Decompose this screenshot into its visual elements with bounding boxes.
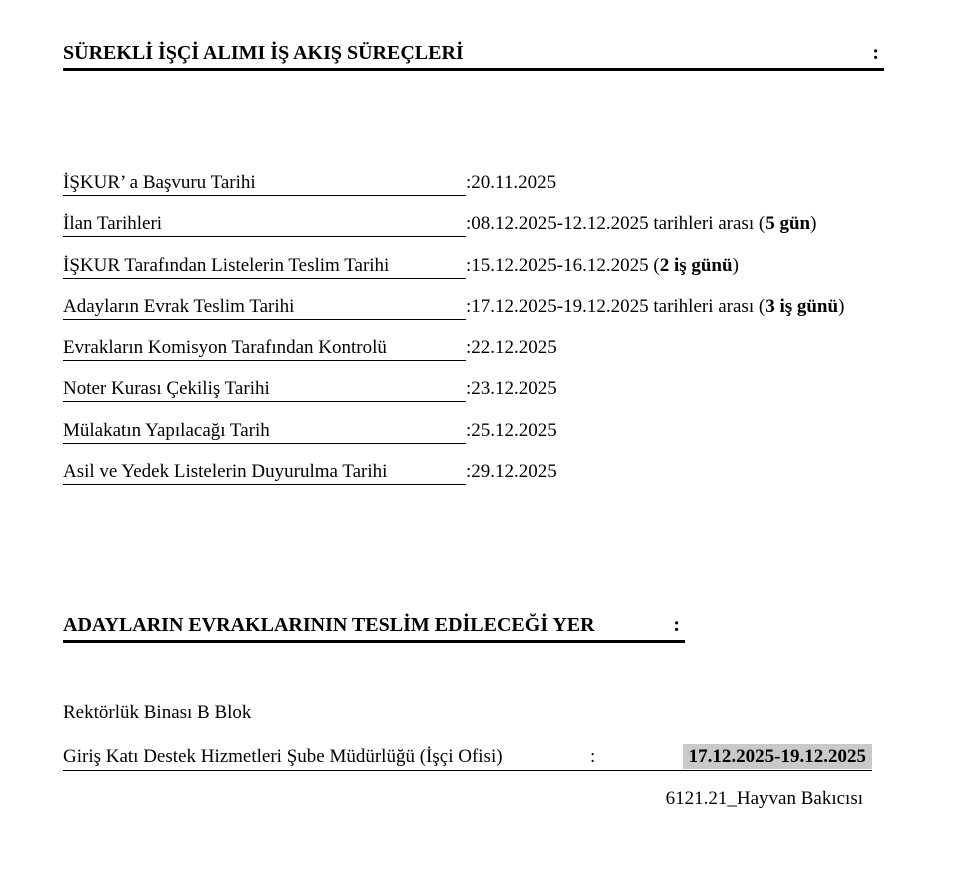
job-code: 6121.21_Hayvan Bakıcısı [665,788,863,809]
table-row [63,337,557,361]
page-title-colon: : [872,42,879,64]
page-title-line [63,42,884,71]
row-label: İŞKUR Tarafından Listelerin Teslim Tarihi [63,255,466,279]
table-row [63,378,557,402]
row-value: :08.12.2025-12.12.2025 tarihleri arası (5 gün) [466,213,817,234]
row-label: Noter Kurası Çekiliş Tarihi [63,378,466,402]
row-label: Mülakatın Yapılacağı Tarih [63,420,466,444]
table-row [63,420,557,444]
row-value: :20.11.2025 [466,172,557,193]
page-title: SÜREKLİ İŞÇİ ALIMI İŞ AKIŞ SÜREÇLERİ [63,42,464,64]
office-dates-highlight: 17.12.2025-19.12.2025 [683,744,872,769]
row-label: Adayların Evrak Teslim Tarihi [63,296,466,320]
row-value: :17.12.2025-19.12.2025 tarihleri arası (3 iş günü) [466,296,845,317]
row-value: :29.12.2025 [466,461,557,482]
row-value: :22.12.2025 [466,337,557,358]
table-row [63,296,844,320]
row-label: Asil ve Yedek Listelerin Duyurulma Tarihi [63,461,466,485]
delivery-office-line [63,744,872,771]
table-row [63,213,816,237]
delivery-building: Rektörlük Binası B Blok [63,702,252,723]
row-label: İŞKUR’ a Başvuru Tarihi [63,172,466,196]
delivery-office-colon: : [589,746,596,767]
table-row [63,172,556,196]
table-row [63,255,739,279]
row-label: İlan Tarihleri [63,213,466,237]
row-value: :23.12.2025 [466,378,557,399]
delivery-heading-line [63,614,685,643]
delivery-heading-colon: : [673,614,680,636]
delivery-office: Giriş Katı Destek Hizmetleri Şube Müdürlüğü (İşçi Ofisi) [63,746,503,767]
row-value: :25.12.2025 [466,420,557,441]
delivery-heading: ADAYLARIN EVRAKLARININ TESLİM EDİLECEĞİ YER [63,614,595,636]
table-row [63,461,557,485]
row-label: Evrakların Komisyon Tarafından Kontrolü [63,337,466,361]
row-value: :15.12.2025-16.12.2025 (2 iş günü) [466,255,739,276]
